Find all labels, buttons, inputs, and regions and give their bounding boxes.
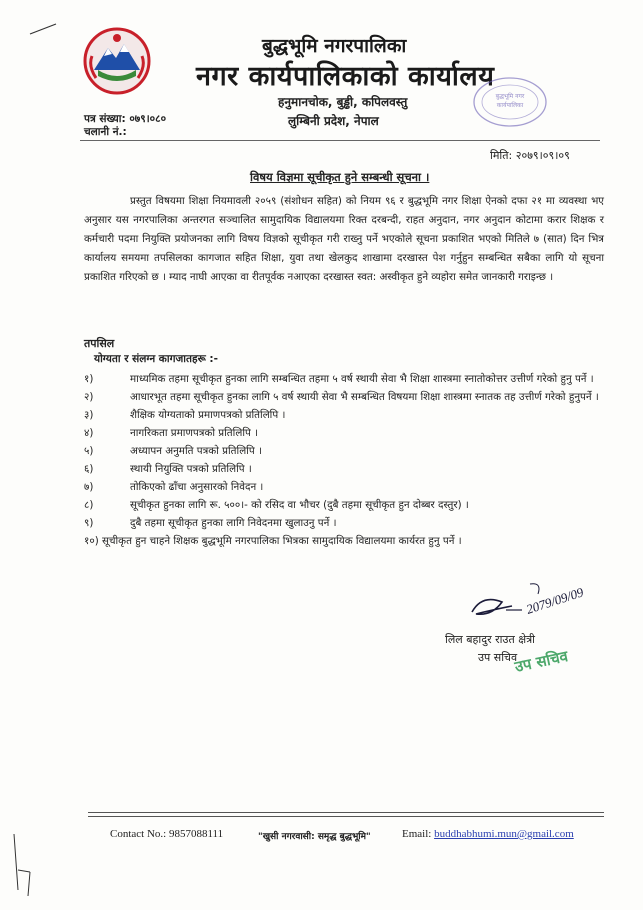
municipality-name: बुद्धभूमि नगरपालिका — [262, 35, 407, 57]
upa-sachiv-stamp — [512, 640, 602, 680]
list-item-text: तोकिएको ढाँचा अनुसारको निवेदन । — [130, 481, 264, 493]
header-divider — [80, 140, 600, 141]
list-item-text: नागरिकता प्रमाणपत्रको प्रतिलिपि । — [130, 427, 259, 439]
list-item-text: दुबै तहमा सूचीकृत हुनका लागि निवेदनमा खुलाउनु पर्ने । — [130, 517, 337, 529]
signatory-title: उप सचिव — [478, 651, 518, 664]
list-item-number: ६) — [84, 463, 94, 475]
address-line-2: लुम्बिनी प्रदेश, नेपाल — [288, 114, 379, 128]
list-item — [84, 406, 604, 424]
list-item-number: ३) — [84, 409, 94, 421]
list-item-text: आधारभूत तहमा सूचीकृत हुनका लागि ५ वर्ष स्थायी सेवा भै सम्बन्धित विषयमा शिक्षा शास्त्रमा स्नातक तह उत्तीर्ण गरेको हुनुपर्ने । — [130, 391, 599, 403]
nepal-emblem-icon — [82, 26, 152, 96]
list-item — [84, 442, 604, 460]
list-item — [84, 460, 604, 478]
list-item-number: १) — [84, 373, 94, 385]
chalani-number: चलानी नं.: — [84, 126, 127, 138]
list-item-text: शैक्षिक योग्यताको प्रमाणपत्रको प्रतिलिपि । — [130, 409, 286, 421]
list-item-number: ४) — [84, 427, 94, 439]
list-item — [84, 496, 604, 514]
handwritten-signature — [462, 580, 602, 630]
margin-scribble-mark — [8, 830, 38, 900]
email-label: Email: — [402, 828, 435, 840]
list-item — [84, 478, 604, 496]
list-item-number: ५) — [84, 445, 94, 457]
email-link[interactable]: buddhabhumi.mun@gmail.com — [434, 828, 574, 840]
list-item-10: १०) सूचीकृत हुन चाहने शिक्षक बुद्धभूमि नगरपालिका भित्रका सामुदायिक विद्यालयमा कार्यरत हुनु पर्ने । — [84, 535, 462, 547]
list-item — [84, 370, 604, 388]
list-item-number: ७) — [84, 481, 94, 493]
footer-divider-bottom — [88, 816, 604, 817]
patra-sankhya: पत्र संख्या: ०७९।०८० — [84, 113, 167, 125]
footer-email — [402, 828, 574, 840]
footer-slogan: "खुसी नगरवासी: समृद्ध बुद्धभूमि" — [258, 832, 371, 842]
requirements-heading: योग्यता र संलग्न कागजातहरू :- — [94, 353, 218, 365]
office-name: नगर कार्यपालिकाको कार्यालय — [196, 61, 495, 92]
requirements-list — [84, 370, 604, 550]
svg-text:कार्यपालिका: कार्यपालिका — [496, 102, 524, 109]
notice-body: प्रस्तुत विषयमा शिक्षा नियमावली २०५९ (संशोधन सहित) को नियम ९६ र बुद्धभूमि नगर शिक्षा ऐनको दफा २१ मा व्यवस्था भए अनुसार यस नगरपालिका अन्तरगत सञ्चालित सामुदायिक विद्यालयमा रिक्त दरबन्दी, राहत अनुदान, नगर अनुदान कोटामा करार शिक्षक र कर्मचारी पदमा नियुक्ति प्रयोजनका लागि विषय विज्ञको सूचीकृत गरी राख्नु पर्ने भएकोले सूचना प्रकाशित भएको मितिले ७ (सात) दिन भित्र कार्यालय समयमा तपसिलका कागजात सहित शिक्षा, युवा तथा खेलकुद शाखामा दरखास्त पेश गर्नुहुन सम्बन्धित सबैका लागि यो सूचना प्रकाशित गरिएको छ । म्याद नाघी आएका वा रीतपूर्वक नआएका दरखास्त स्वत: अस्वीकृत हुने व्यहोरा समेत जानकारी गराइन्छ । — [84, 195, 604, 283]
svg-text:बुद्धभूमि नगर: बुद्धभूमि नगर — [495, 93, 525, 100]
svg-text:उप सचिव: उप सचिव — [513, 647, 570, 676]
list-item-text: माध्यमिक तहमा सूचीकृत हुनका लागि सम्बन्धित तहमा ५ वर्ष स्थायी सेवा भै शिक्षा शास्त्रमा स्नातोकोत्तर उत्तीर्ण गरेको हुनु पर्ने । — [130, 373, 594, 385]
list-item — [84, 388, 604, 406]
handwritten-date: 2079/09/09 — [524, 584, 586, 617]
list-item-number: २) — [84, 391, 94, 403]
list-item-text: अध्यापन अनुमति पत्रको प्रतिलिपि । — [130, 445, 262, 457]
list-item-text: स्थायी नियुक्ति पत्रको प्रतिलिपि । — [130, 463, 252, 475]
list-item-number: ८) — [84, 499, 94, 511]
signatory-name: लिल बहादुर राउत क्षेत्री — [445, 633, 536, 646]
notice-subject: विषय विज्ञमा सूचीकृत हुने सम्बन्धी सूचना । — [250, 170, 430, 184]
list-item-number: ९) — [84, 517, 94, 529]
list-item-text: सूचीकृत हुनका लागि रू. ५००।- को रसिद वा भौचर (दुबै तहमा सूचीकृत हुन दोब्बर दस्तुर) । — [130, 499, 469, 511]
contact-number: Contact No.: 9857088111 — [110, 828, 224, 840]
notice-date: मिति: २०७९।०९।०९ — [490, 149, 570, 162]
office-stamp-icon — [470, 74, 550, 130]
pen-stroke-mark — [28, 22, 58, 36]
footer-divider-top — [88, 812, 604, 813]
address-line-1: हनुमानचोक, बुड्ढी, कपिलवस्तु — [278, 95, 408, 109]
list-item — [84, 424, 604, 442]
tapasil-heading: तपसिल — [84, 337, 115, 350]
list-item — [84, 514, 604, 532]
